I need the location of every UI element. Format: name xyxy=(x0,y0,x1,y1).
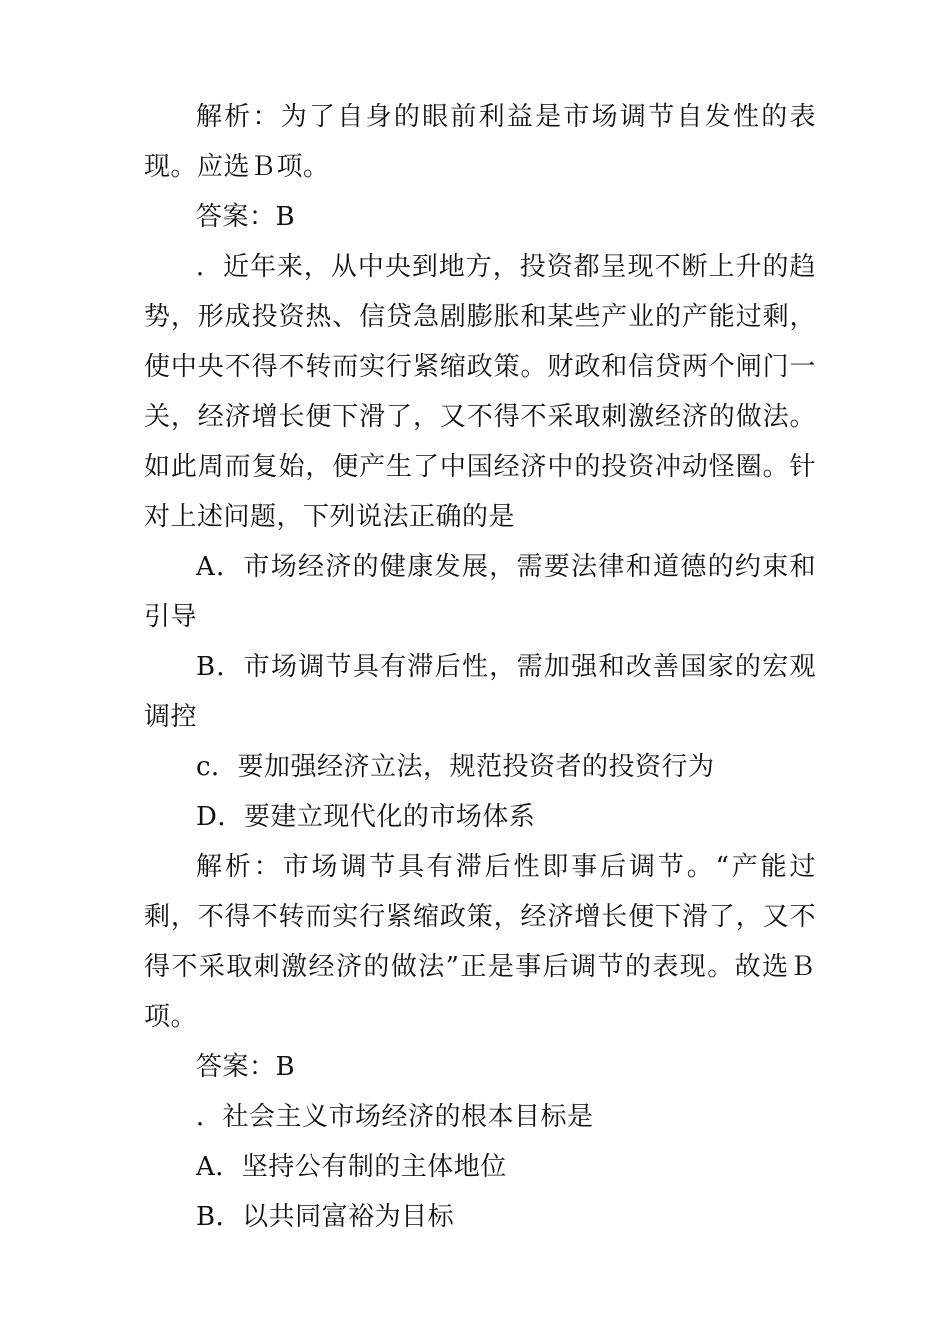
option-b: B．市场调节具有滞后性，需加强和改善国家的宏观调控 xyxy=(144,652,816,732)
analysis-paragraph: 解析：市场调节具有滞后性即事后调节。“产能过剩，不得不转而实行紧缩政策，经济增长便下滑了，又不得不采取刺激经济的做法”正是事后调节的表现。故选Ｂ项。 xyxy=(144,852,816,1032)
option-b: B．以共同富裕为目标 xyxy=(196,1202,455,1232)
question-stem: ．近年来，从中央到地方，投资都呈现不断上升的趋势，形成投资热、信贷急剧膨胀和某些产业的产能过剩，使中央不得不转而实行紧缩政策。财政和信贷两个闸门一关，经济增长便下滑了，又不得不采取刺激经济的做法。如此周而复始，便产生了中国经济中的投资冲动怪圈。针对上述问题，下列说法正确的是 xyxy=(144,252,816,532)
question-stem: ．社会主义市场经济的根本目标是 xyxy=(196,1102,594,1132)
answer-line: 答案：B xyxy=(196,1052,296,1082)
document-body xyxy=(144,92,816,1242)
option-a: A．坚持公有制的主体地位 xyxy=(196,1152,507,1182)
option-d: D．要建立现代化的市场体系 xyxy=(196,802,536,832)
answer-line: 答案：B xyxy=(196,202,296,232)
analysis-paragraph: 解析：为了自身的眼前利益是市场调节自发性的表现。应选Ｂ项。 xyxy=(144,102,816,182)
option-a: A．市场经济的健康发展，需要法律和道德的约束和引导 xyxy=(144,552,816,632)
option-c: c．要加强经济立法，规范投资者的投资行为 xyxy=(196,752,715,782)
